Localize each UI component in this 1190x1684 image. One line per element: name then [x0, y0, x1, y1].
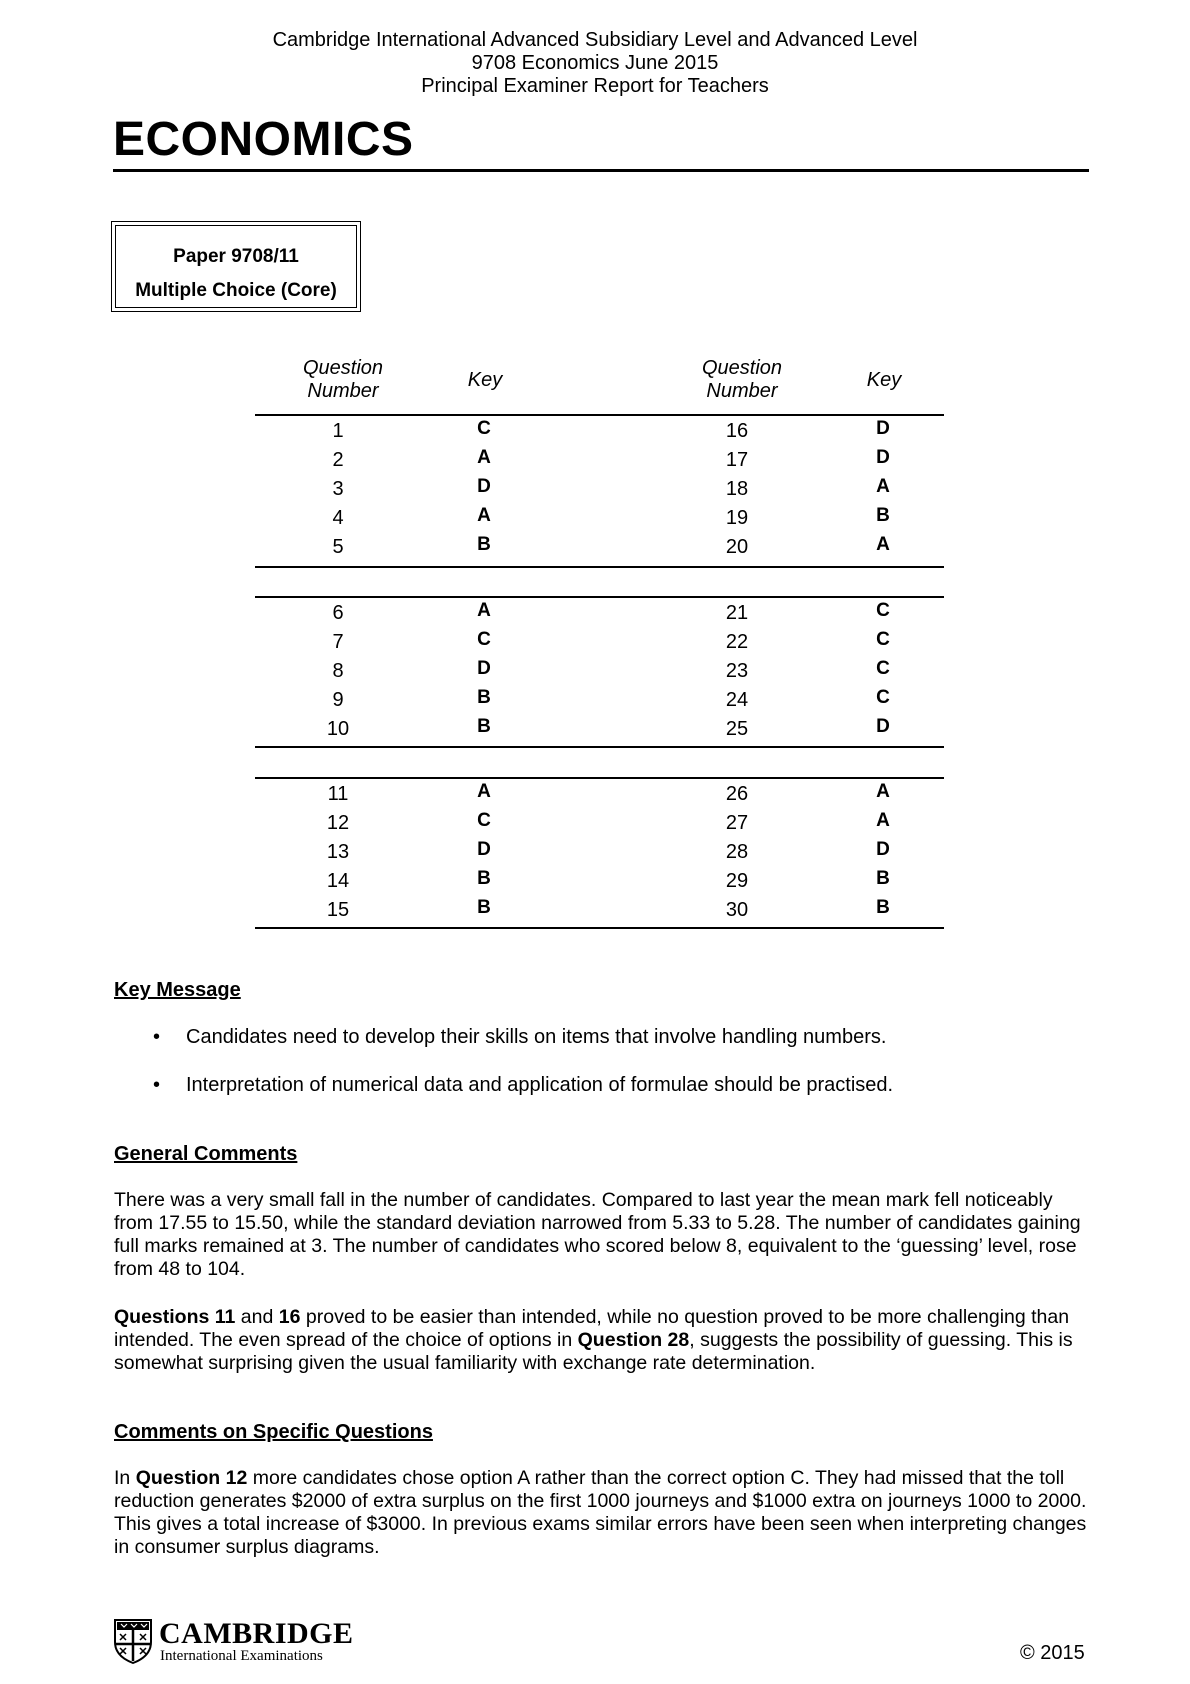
question-number-cell: 21 [725, 602, 749, 624]
question-number-cell: 26 [725, 783, 749, 805]
table-rule [255, 566, 944, 568]
question-number-cell: 19 [725, 507, 749, 529]
answer-key-cell: B [477, 716, 491, 737]
answer-key-cell: C [876, 687, 890, 708]
copyright-notice: © 2015 [1020, 1642, 1085, 1664]
answer-key-cell: D [477, 658, 491, 679]
table-rule [255, 927, 944, 929]
answer-key-cell: C [876, 658, 890, 679]
question-number-cell: 7 [332, 631, 344, 653]
general-comments-paragraph-1: There was a very small fall in the number of candidates. Compared to last year the mean mark fell noticeably from 17.55 to 15.50, while the standard deviation narrowed from 5.33 to 5.28. The number of candidates gaining full marks remained at 3. The number of candidates who scored below 8, equivalent to the ‘guessing’ level, rose from 48 to 104. [114, 1189, 1081, 1280]
table-rule [255, 746, 944, 748]
question-number-cell: 8 [332, 660, 344, 682]
answer-key-cell: D [477, 476, 491, 497]
answer-key-cell: A [477, 600, 491, 621]
answer-key-cell: A [876, 534, 890, 555]
report-header-line1: Cambridge International Advanced Subsidiary Level and Advanced Level [272, 29, 918, 51]
question-number-cell: 24 [725, 689, 749, 711]
specific-comments-heading: Comments on Specific Questions [114, 1421, 433, 1443]
answer-key-cell: D [477, 839, 491, 860]
question-number-cell: 13 [326, 841, 350, 863]
bullet-icon: • [153, 1074, 161, 1096]
paper-code: Paper 9708/11 [173, 246, 299, 267]
answer-key-cell: B [876, 505, 890, 526]
table-rule [255, 777, 944, 779]
question-number-cell: 4 [332, 507, 344, 529]
question-number-cell: 30 [725, 899, 749, 921]
table-rule [255, 414, 944, 416]
question-number-cell: 22 [725, 631, 749, 653]
question-number-cell: 5 [332, 536, 344, 558]
title-rule [113, 169, 1089, 172]
answer-key-cell: C [477, 418, 491, 439]
bullet-icon: • [153, 1026, 161, 1048]
question-number-cell: 12 [326, 812, 350, 834]
answer-key-cell: B [477, 897, 491, 918]
answer-key-cell: B [876, 897, 890, 918]
question-number-cell: 6 [332, 602, 344, 624]
report-header-line2: 9708 Economics June 2015 [471, 52, 719, 74]
question-number-cell: 16 [725, 420, 749, 442]
question-number-cell: 10 [326, 718, 350, 740]
question-number-cell: 28 [725, 841, 749, 863]
paper-title: Multiple Choice (Core) [135, 280, 337, 301]
table-rule [255, 596, 944, 598]
logo-wordmark: CAMBRIDGE [159, 1617, 354, 1650]
question-number-cell: 23 [725, 660, 749, 682]
answer-key-cell: C [876, 600, 890, 621]
question-number-cell: 18 [725, 478, 749, 500]
answer-key-cell: C [876, 629, 890, 650]
answer-key-cell: D [876, 839, 890, 860]
answer-key-cell: D [876, 447, 890, 468]
answer-key-cell: A [477, 447, 491, 468]
answer-key-cell: A [477, 781, 491, 802]
answer-key-cell: A [477, 505, 491, 526]
general-comments-paragraph-2: Questions 11 and 16 proved to be easier than intended, while no question proved to be more challenging than intended. The even spread of the choice of options in Question 28, suggests the possibility of guessing. This is somewhat surprising given the usual familiarity with exchange rate determination. [114, 1306, 1073, 1374]
question-number-cell: 1 [332, 420, 344, 442]
answer-key-cell: B [876, 868, 890, 889]
question-number-header-left: Question Number [302, 357, 384, 402]
report-header-line3: Principal Examiner Report for Teachers [421, 75, 769, 97]
specific-comments-paragraph: In Question 12 more candidates chose option A rather than the correct option C. They had missed that the toll reduction generates $2000 of extra surplus on the first 1000 journeys and $1000 extra on journeys 1000 to 2000. This gives a total increase of $3000. In previous exams similar errors have been seen when interpreting changes in consumer surplus diagrams. [114, 1467, 1087, 1558]
question-number-header-right: Question Number [701, 357, 783, 402]
answer-key-cell: B [477, 534, 491, 555]
question-number-cell: 27 [725, 812, 749, 834]
answer-key-cell: B [477, 687, 491, 708]
subject-title: ECONOMICS [113, 113, 414, 166]
answer-key-cell: D [876, 418, 890, 439]
question-number-cell: 3 [332, 478, 344, 500]
answer-key-cell: A [876, 476, 890, 497]
answer-key-cell: A [876, 781, 890, 802]
general-comments-heading: General Comments [114, 1143, 298, 1165]
answer-key-cell: B [477, 868, 491, 889]
question-number-cell: 2 [332, 449, 344, 471]
key-message-heading: Key Message [114, 979, 241, 1001]
answer-key-cell: C [477, 810, 491, 831]
answer-key-cell: A [876, 810, 890, 831]
question-number-cell: 11 [327, 783, 349, 805]
answer-key-cell: D [876, 716, 890, 737]
shield-icon [113, 1618, 153, 1664]
key-header-right: Key [866, 369, 902, 391]
key-header-left: Key [467, 369, 503, 391]
question-number-cell: 20 [725, 536, 749, 558]
question-number-cell: 25 [725, 718, 749, 740]
question-number-cell: 9 [332, 689, 344, 711]
paper-box [111, 221, 361, 312]
key-message-bullet-2: Interpretation of numerical data and application of formulae should be practised. [186, 1074, 894, 1096]
question-number-cell: 15 [326, 899, 350, 921]
cambridge-logo [113, 1618, 363, 1666]
logo-subtitle: International Examinations [160, 1648, 323, 1664]
answer-key-cell: C [477, 629, 491, 650]
question-number-cell: 17 [725, 449, 749, 471]
question-number-cell: 29 [725, 870, 749, 892]
key-message-bullet-1: Candidates need to develop their skills on items that involve handling numbers. [186, 1026, 887, 1048]
question-number-cell: 14 [326, 870, 350, 892]
